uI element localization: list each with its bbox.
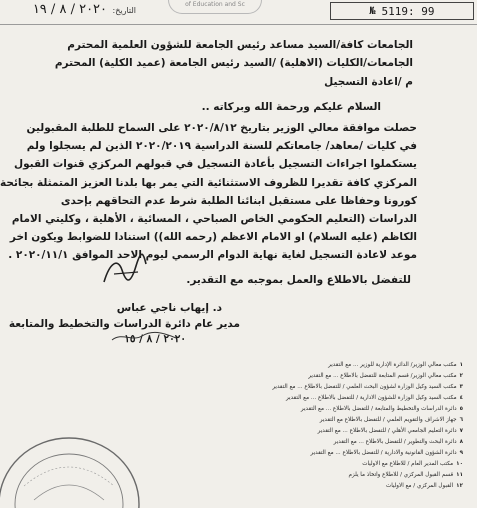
body-line: في كليات /معاهد/ جامعاتكم للسنة الدراسية ٢٠٢٠/٢٠١٩ الذين لم يسجلوا ولم bbox=[26, 140, 417, 153]
header-divider bbox=[0, 24, 477, 25]
cc-item: ١١قسم القبول المركزي / للاطلاع واتخاذ ما يلزم bbox=[348, 472, 463, 478]
signature-date: ٢٠٢٠ / ٨ / ١٥ bbox=[124, 333, 186, 345]
cc-item: ١مكتب معالي الوزير/ الدائرة الإدارية للوزير ... مع التقدير bbox=[328, 362, 463, 368]
date-value: ٢٠٢٠ / ٨ / ١٩ bbox=[32, 2, 108, 17]
ministry-stamp-text: of Education and Sc bbox=[185, 1, 245, 8]
cc-item: ٥دائرة الدراسات والتخطيط والمتابعة / للتفضل بالاطلاع ... مع التقدير bbox=[300, 406, 463, 412]
cc-item: ١٢القبول المركزي / مع الاوليات bbox=[385, 483, 463, 489]
date-field bbox=[6, 2, 136, 16]
addressee-line-2: الجامعات/الكليات (الاهلية) /السيد رئيس الجامعة (عميد الكلية) المحترم bbox=[54, 57, 413, 69]
date-label: التاريخ: bbox=[112, 6, 136, 15]
reference-number: 5119: 99 bbox=[381, 4, 435, 18]
cc-item: ٤مكتب السيد وكيل الوزارة للشؤون الادارية / للتفضل بالاطلاع ... مع التقدير bbox=[285, 395, 463, 401]
subject-line: م /اعادة التسجيل bbox=[324, 76, 413, 88]
cc-item: ٨دائرة البحث والتطوير / للتفضل بالاطلاع ... مع التقدير bbox=[333, 439, 463, 445]
body-paragraph bbox=[0, 119, 417, 265]
greeting: السلام عليكم ورحمة الله وبركاته .. bbox=[201, 101, 381, 113]
number-sign: № bbox=[369, 5, 376, 17]
body-line: المركزي كافة تقديرا للظروف الاستثنائية التي يمر بها بلدنا العزيز المتمثلة بجائحة bbox=[0, 176, 417, 189]
body-line: موعد لاعادة التسجيل لغاية نهاية الدوام الرسمي ليوم الاحد الموافق ٢٠٢٠/١١/١ . bbox=[8, 249, 417, 262]
body-line: كورونا وحفاظا على مستقبل ابنائنا الطلبة شرط عدم التحاقهم بإحدى bbox=[60, 194, 417, 207]
cc-item: ٧دائرة التعليم الجامعي الأهلي / للتفضل بالاطلاع ... مع التقدير bbox=[317, 428, 463, 434]
signatory-title: مدير عام دائرة الدراسات والتخطيط والمتابعة bbox=[8, 318, 240, 330]
body-line: حصلت موافقة معالي الوزير بتاريخ ٢٠٢٠/٨/١٢ على السماح للطلبة المقبولين bbox=[26, 122, 417, 134]
cc-item: ٢مكتب معالي الوزير/ قسم المتابعة للتفضل بالاطلاع ... مع التقدير bbox=[308, 373, 463, 379]
cc-item: ٩دائرة الشؤون القانونية والادارية / للتفضل بالاطلاع ... مع التقدير bbox=[310, 450, 463, 456]
ministry-seal bbox=[0, 430, 144, 508]
ministry-stamp bbox=[168, 0, 262, 14]
cc-item: ١٠مكتب المدير العام / للاطلاع مع الاوليات bbox=[362, 461, 463, 467]
addressee-line-1: الجامعات كافة/السيد مساعد رئيس الجامعة للشؤون العلمية المحترم bbox=[67, 39, 413, 51]
cc-item: ٣مكتب السيد وكيل الوزارة لشؤون البحث العلمي / للتفضل بالاطلاع ... مع التقدير bbox=[272, 384, 463, 390]
body-line: يستكملوا اجراءات التسجيل بأعادة التسجيل في قبولهم المركزي قنوات القبول bbox=[13, 158, 417, 171]
reference-number-box bbox=[330, 2, 474, 20]
cc-item: ٦جهاز الاشراف والتقويم العلمي / للتفضل بالاطلاع مع التقدير bbox=[319, 417, 463, 423]
signatory-name: د. إيهاب ناجي عباس bbox=[116, 302, 222, 314]
date-scribble bbox=[110, 330, 180, 344]
body-line: الكاظم (عليه السلام) او الامام الاعظم (رحمه الله)) استنادا للضوابط ويكون اخر bbox=[9, 231, 417, 244]
closing-line: للتفضل بالاطلاع والعمل بموجبه مع التقدير. bbox=[186, 274, 411, 286]
body-line: الدراسات (التعليم الحكومي الخاص الصباحي ، المسائية ، الأهلية ، وكليتي الامام bbox=[11, 213, 417, 226]
handwritten-signature bbox=[100, 252, 150, 292]
